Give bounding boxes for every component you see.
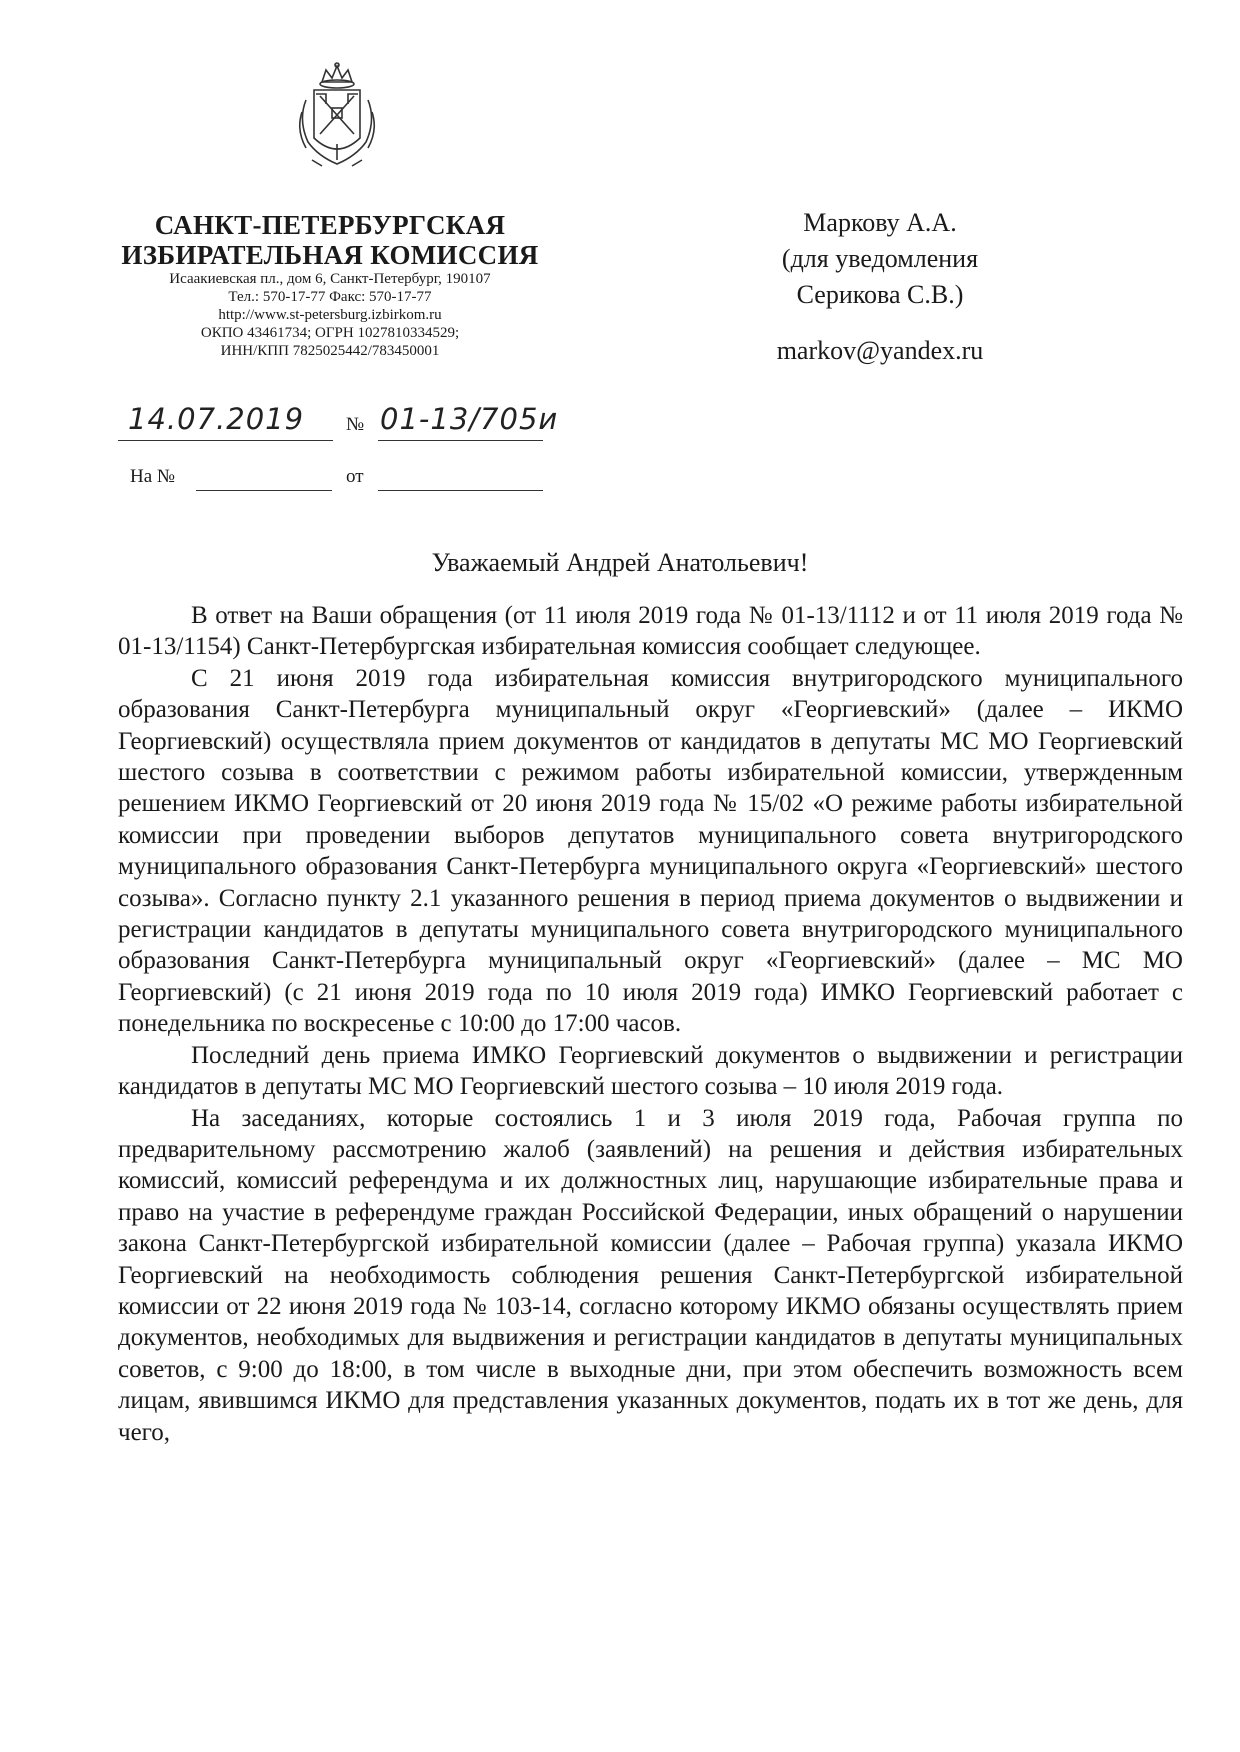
org-name-line1: САНКТ-ПЕТЕРБУРГСКАЯ: [154, 210, 506, 240]
addressee-block: [740, 205, 1020, 369]
org-website: http://www.st-petersburg.izbirkom.ru: [218, 307, 442, 323]
addressee-note-line2: Серикова С.В.): [796, 280, 964, 309]
from-underline: [378, 490, 543, 491]
sender-header: [120, 210, 540, 360]
addressee-note-line1: (для уведомления: [781, 244, 979, 273]
letter-body: [118, 600, 1183, 1448]
paragraph-3: Последний день приема ИМКО Георгиевский документов о выдвижении и регистрации кандидатов в депутаты МС МО Георгиевский шестого созыва – 10 июля 2019 года.: [118, 1041, 1183, 1101]
org-name-line2: ИЗБИРАТЕЛЬНАЯ КОМИССИЯ: [121, 240, 539, 270]
org-inn-kpp: ИНН/КПП 7825025442/783450001: [220, 343, 440, 359]
paragraph-1: В ответ на Ваши обращения (от 11 июля 2019 года № 01-13/1112 и от 11 июля 2019 года № 01-13/1154) Санкт-Петербургская избирательная комиссия сообщает следующее.: [118, 602, 1183, 661]
paragraph-4: На заседаниях, которые состоялись 1 и 3 июля 2019 года, Рабочая группа по предварительному рассмотрению жалоб (заявлений) на решения и действия избирательных комиссий, комиссий референдума и их должностных лиц, нарушающие избирательные права и право на участие в референдуме граждан Российской Федерации, иных обращений о нарушении закона Санкт-Петербургской избирательной комиссии (далее – Рабочая группа) указала ИКМО Георгиевский на необходимость соблюдения решения Санкт-Петербургской избирательной комиссии от 22 июня 2019 года № 103-14, согласно которому ИКМО обязаны осуществлять прием документов, необходимых для выдвижения и регистрации кандидатов в депутаты муниципальных советов, с 9:00 до 18:00, в том числе в выходные дни, при этом обеспечить возможность всем лицам, явившимся ИКМО для представления указанных документов, подать их в тот же день, для чего,: [118, 1104, 1183, 1446]
org-okpo-ogrn: ОКПО 43461734; ОГРН 1027810334529;: [200, 325, 460, 341]
addressee-email: markov@yandex.ru: [776, 336, 984, 365]
addressee-name: Маркову А.А.: [803, 208, 957, 237]
reply-to-underline: [196, 490, 332, 491]
date-underline: [118, 440, 333, 441]
number-underline: [378, 440, 543, 441]
org-address: Исаакиевская пл., дом 6, Санкт-Петербург, 190107: [169, 271, 491, 287]
coat-of-arms-emblem: [292, 60, 382, 175]
org-phone-fax: Тел.: 570-17-77 Факс: 570-17-77: [228, 289, 432, 305]
handwritten-number: 01-13/705и: [380, 402, 559, 436]
from-label: от: [346, 466, 364, 487]
paragraph-2: С 21 июня 2019 года избирательная комиссия внутригородского муниципального образования Санкт-Петербурга муниципальный округ «Георгиевский» (далее – ИКМО Георгиевский) осуществляла прием документов от кандидатов в депутаты МС МО Георгиевский шестого созыва в соответствии с режимом работы избирательной комиссии, утвержденным решением ИКМО Георгиевский от 20 июня 2019 года № 15/02 «О режиме работы избирательной комиссии при проведении выборов депутатов муниципального совета внутригородского муниципального образования Санкт-Петербурга муниципального округа «Георгиевский» шестого созыва». Согласно пункту 2.1 указанного решения в период приема документов о выдвижении и регистрации кандидатов в депутаты муниципального совета внутригородского муниципального образования Санкт-Петербурга муниципальный округ «Георгиевский» (далее – МС МО Георгиевский) (с 21 июня 2019 года по 10 июля 2019 года) ИМКО Георгиевский работает с понедельника по воскресенье с 10:00 до 17:00 часов.: [118, 664, 1183, 1038]
salutation: Уважаемый Андрей Анатольевич!: [431, 548, 809, 577]
number-label: №: [346, 414, 365, 435]
handwritten-date: 14.07.2019: [128, 402, 305, 436]
reply-to-label: На №: [130, 466, 176, 487]
